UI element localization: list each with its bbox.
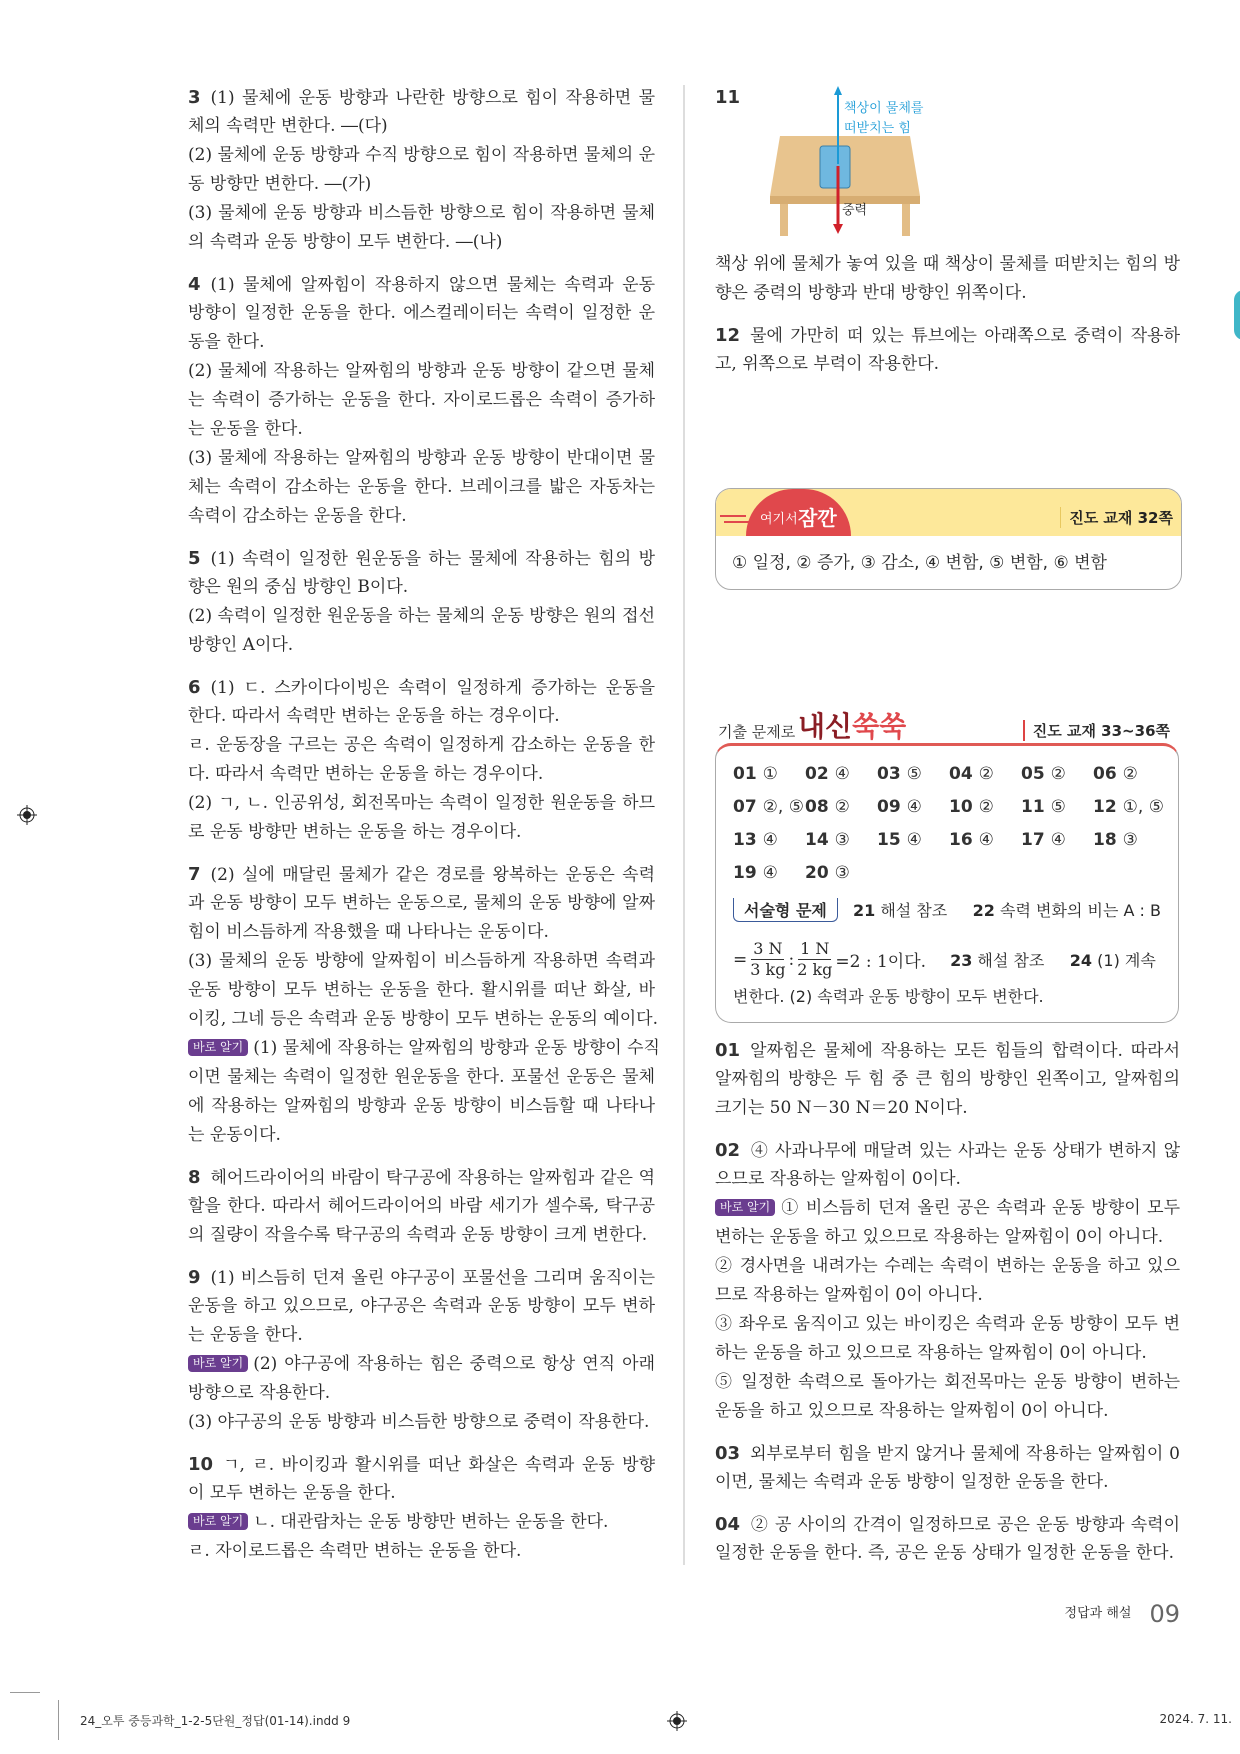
answer-choice: ④ (762, 863, 778, 883)
crop-mark (58, 1700, 59, 1740)
answer-number: 02 (805, 764, 829, 784)
question-number: 04 (715, 1514, 741, 1535)
question-number: 12 (715, 325, 741, 346)
text-line (188, 818, 655, 847)
answer-item (733, 861, 805, 885)
line-text: (3) 물체에 운동 방향과 비스듬한 방향으로 힘이 작용하면 물체 (188, 203, 655, 223)
text-line (188, 1321, 655, 1350)
text-line (715, 1194, 1180, 1223)
question-number: 5 (188, 548, 201, 569)
answer-number: 12 (1093, 797, 1117, 817)
line-text: 향은 원의 중심 방향인 B이다. (188, 577, 409, 597)
answer-block (188, 673, 655, 847)
answer-number: 11 (1021, 797, 1045, 817)
text-line (188, 270, 655, 299)
answer-choice: ④ (906, 797, 922, 817)
question-number: 02 (715, 1140, 741, 1161)
line-text: 는 운동이다. (188, 1125, 281, 1145)
line-text: (3) 물체에 작용하는 알짜힘의 방향과 운동 방향이 반대이면 물 (188, 448, 655, 468)
text-line (188, 631, 655, 660)
tip-box (715, 488, 1182, 590)
f2n: 1 N (800, 939, 830, 958)
answer-choice: ⑤ (906, 764, 922, 784)
text-line (188, 228, 655, 257)
a24-continued: 변한다. (2) 속력과 운동 방향이 모두 변한다. (733, 987, 1044, 1006)
exam-title-small: 기출 문제로 (718, 723, 796, 741)
eq-suffix: =2 : 1이다. (835, 952, 927, 972)
question-number: 10 (188, 1454, 214, 1475)
question-number: 03 (715, 1443, 741, 1464)
answer-grid (733, 762, 1165, 885)
answer-number: 17 (1021, 830, 1045, 850)
answer-number: 08 (805, 797, 829, 817)
answer-item (805, 861, 877, 885)
answer-choice: ① (762, 764, 778, 784)
text-line (188, 544, 655, 573)
answer-choice: ③ (834, 830, 850, 850)
text-line (715, 1339, 1180, 1368)
line-text: 동을 한다. (188, 332, 265, 352)
answer-item (949, 762, 1021, 786)
answer-number: 09 (877, 797, 901, 817)
footer-file: 24_오투 중등과학_1-2-5단원_정답(01-14).indd 9 (80, 1714, 351, 1728)
line-text: (1) 물체에 작용하는 알짜힘의 방향과 운동 방향이 수직 (253, 1038, 660, 1058)
answer-block (715, 321, 1180, 379)
answer-block (715, 250, 1180, 308)
answer-item (733, 828, 805, 852)
line-text: 다. 따라서 속력만 변하는 운동을 하는 경우이다. (188, 764, 544, 784)
answer-item (877, 762, 949, 786)
answer-number: 07 (733, 797, 757, 817)
line-text: 운동을 하고 있으므로, 야구공은 속력과 운동 방향이 모두 변하 (188, 1296, 655, 1316)
answer-item (1093, 762, 1165, 786)
text-line (715, 1223, 1180, 1252)
line-text: 헤어드라이어의 바람이 탁구공에 작용하는 알짜힘과 같은 역 (210, 1168, 655, 1188)
text-line (715, 1065, 1180, 1094)
support-force-label: 책상이 물체를 (844, 101, 924, 116)
answer-choice: ②, ⑤ (762, 797, 804, 817)
tip-badge-small: 여기서 (760, 512, 798, 527)
line-text: 크기는 50 N－30 N＝20 N이다. (715, 1098, 968, 1118)
line-text: 므로 작용하는 알짜힘이 0이 아니다. (715, 1285, 983, 1305)
text-line (715, 1165, 1180, 1194)
line-text: 는 운동을 한다. (188, 419, 303, 439)
text-line (188, 789, 655, 818)
text-line (188, 1163, 655, 1192)
line-text: (2) 물체에 작용하는 알짜힘의 방향과 운동 방향이 같으면 물체 (188, 361, 655, 381)
question-number: 3 (188, 87, 201, 108)
line-text: 외부로부터 힘을 받지 않거나 물체에 작용하는 알짜힘이 0 (750, 1444, 1180, 1464)
answer-choice: ④ (1050, 830, 1066, 850)
a21-num: 21 (852, 901, 876, 920)
text-line (715, 1281, 1180, 1310)
fraction-1 (750, 939, 785, 980)
answer-item (805, 795, 877, 819)
a22-num: 22 (972, 901, 995, 920)
text-line (188, 860, 655, 889)
answer-number: 10 (949, 797, 973, 817)
line-text: 하는 운동을 하고 있으므로 작용하는 알짜힘이 0이 아니다. (715, 1343, 1147, 1363)
text-line (715, 250, 1180, 279)
column-divider (683, 85, 685, 1565)
text-line (188, 1350, 655, 1379)
line-text: (1) 비스듬히 던져 올린 야구공이 포물선을 그리며 움직이는 (210, 1268, 655, 1288)
text-line (188, 673, 655, 702)
fraction-2 (797, 939, 832, 980)
text-line (715, 1539, 1180, 1568)
text-line (188, 947, 655, 976)
text-line (188, 112, 655, 141)
answer-number: 18 (1093, 830, 1117, 850)
text-line (188, 976, 655, 1005)
tip-box-header (716, 489, 1181, 536)
text-line (715, 1310, 1180, 1339)
line-text: 로 운동 방향만 변하는 운동을 하는 경우이다. (188, 822, 522, 842)
text-line (188, 760, 655, 789)
answer-number: 13 (733, 830, 757, 850)
answer-choice: ③ (1122, 830, 1138, 850)
text-line (715, 1510, 1180, 1539)
line-text: 의 속력과 운동 방향이 모두 변한다. ―(나) (188, 232, 503, 252)
line-text: 동 방향만 변한다. ―(가) (188, 174, 372, 194)
line-text: (1) ㄷ. 스카이다이빙은 속력이 일정하게 증가하는 운동을 (210, 678, 655, 698)
text-line (188, 502, 655, 531)
answer-number: 06 (1093, 764, 1117, 784)
answer-choice: ④ (978, 830, 994, 850)
exam-box-title (718, 705, 1180, 741)
a21: 해설 참조 (880, 901, 948, 920)
text-line (188, 1263, 655, 1292)
answer-choice: ④ (906, 830, 922, 850)
registration-mark-icon (17, 805, 37, 825)
line-text: (2) 실에 매달린 물체가 같은 경로를 왕복하는 운동은 속력 (210, 865, 655, 885)
exam-title-big1: 내신 (798, 710, 853, 743)
answer-choice: ② (1122, 764, 1138, 784)
line-text: 변하는 운동을 하고 있으므로 작용하는 알짜힘이 0이 아니다. (715, 1227, 1164, 1247)
answer-number: 15 (877, 830, 901, 850)
text-line (715, 1036, 1180, 1065)
line-text: (2) 속력이 일정한 원운동을 하는 물체의 운동 방향은 원의 접선 (188, 606, 655, 626)
answer-item (805, 762, 877, 786)
line-text: (3) 야구공의 운동 방향과 비스듬한 방향으로 중력이 작용한다. (188, 1412, 650, 1432)
support-force-label-2: 떠받치는 힘 (844, 121, 911, 136)
line-text: ㄴ. 대관람차는 운동 방향만 변하는 운동을 한다. (253, 1512, 609, 1532)
table-book-force-illustration (760, 86, 960, 236)
answer-block (188, 860, 660, 1150)
tip-badge (746, 489, 851, 536)
line-text: 운동 방향이 모두 변하는 운동을 한다. 활시위를 떠난 화살, 바 (188, 980, 655, 1000)
question-number: 8 (188, 1167, 201, 1188)
text-line (188, 731, 655, 760)
text-line (188, 1063, 655, 1092)
text-line (188, 473, 655, 502)
answer-block (188, 83, 655, 257)
gravity-label: 중력 (842, 203, 868, 218)
answer-block (715, 1439, 1180, 1497)
correction-badge: 바로 알기 (188, 1039, 248, 1056)
section-label: 정답과 해설 (1064, 1606, 1132, 1621)
line-text: ① 비스듬히 던져 올린 공은 속력과 운동 방향이 모두 (780, 1198, 1180, 1218)
text-line (188, 1450, 655, 1479)
answer-choice: ④ (762, 830, 778, 850)
answer-block (188, 1450, 655, 1566)
essay-tag: 서술형 문제 (733, 898, 838, 922)
crop-mark (10, 1692, 40, 1693)
text-line (188, 918, 655, 947)
text-line (188, 357, 655, 386)
correction-badge: 바로 알기 (715, 1199, 775, 1216)
tip-badge-big: 잠깐 (798, 506, 837, 530)
answer-number: 16 (949, 830, 973, 850)
exam-title-big2: 쑥쑥 (852, 710, 907, 743)
eq-prefix: = (733, 949, 748, 970)
book-icon (820, 146, 850, 188)
question-number: 01 (715, 1040, 741, 1061)
line-text: 에 작용하는 알짜힘의 방향과 운동 방향이 비스듬할 때 나타나 (188, 1096, 655, 1116)
line-text: 속력이 감소하는 운동을 한다. (188, 506, 407, 526)
line-text: 고, 위쪽으로 부력이 작용한다. (715, 354, 940, 374)
right-bottom-column (715, 1036, 1180, 1581)
answer-item (733, 795, 805, 819)
tip-box-content: ① 일정, ② 증가, ③ 감소, ④ 변함, ⑤ 변함, ⑥ 변함 (732, 553, 1107, 573)
text-line (188, 1537, 655, 1566)
answer-number: 03 (877, 764, 901, 784)
answer-number: 05 (1021, 764, 1045, 784)
question-number: 9 (188, 1267, 201, 1288)
line-text: 알짜힘의 방향은 두 힘 중 큰 힘의 방향인 왼쪽이고, 알짜힘의 (715, 1069, 1180, 1089)
answer-choice: ② (1050, 764, 1066, 784)
essay-answers (733, 898, 1161, 922)
answer-item (733, 762, 805, 786)
answer-number: 19 (733, 863, 757, 883)
line-text: ④ 사과나무에 매달려 있는 사과는 운동 상태가 변하지 않 (750, 1141, 1180, 1161)
answer-number: 01 (733, 764, 757, 784)
line-text: (2) 야구공에 작용하는 힘은 중력으로 항상 연직 아래 (253, 1354, 655, 1374)
line-text: 방향인 A이다. (188, 635, 294, 655)
answer-number: 20 (805, 863, 829, 883)
page-number: 09 (1149, 1600, 1180, 1628)
answer-choice: ⑤ (1050, 797, 1066, 817)
question-number: 7 (188, 864, 201, 885)
line-text: 알짜힘은 물체에 작용하는 모든 힘들의 합력이다. 따라서 (750, 1041, 1180, 1061)
answer-block (715, 1036, 1180, 1123)
answer-item (1021, 795, 1093, 819)
left-column (188, 83, 660, 1579)
line-text: 의 질량이 작을수록 탁구공의 속력과 운동 방향이 크게 변한다. (188, 1225, 648, 1245)
answer-choice: ①, ⑤ (1122, 797, 1164, 817)
text-line (188, 141, 655, 170)
footer-date: 2024. 7. 11. (1159, 1712, 1232, 1726)
line-text: 는 운동을 한다. (188, 1325, 303, 1345)
text-line (188, 386, 655, 415)
text-line (188, 1005, 658, 1034)
line-text: 한다. 따라서 속력만 변하는 운동을 하는 경우이다. (188, 706, 560, 726)
answer-block (188, 1163, 655, 1250)
line-text: (3) 물체의 운동 방향에 알짜힘이 비스듬하게 작용하면 속력과 (188, 951, 655, 971)
line-text: 과 운동 방향이 모두 변하는 운동으로, 물체의 운동 방향에 알짜 (188, 893, 655, 913)
text-line (188, 1121, 655, 1150)
line-text: 체는 속력이 감소하는 운동을 한다. 브레이크를 밟은 자동차는 (188, 477, 655, 497)
question-number: 4 (188, 274, 201, 295)
text-line (715, 1094, 1180, 1123)
line-text: 향은 중력의 방향과 반대 방향인 위쪽이다. (715, 283, 1027, 303)
answer-item (1093, 828, 1165, 852)
speed-lines-icon (720, 515, 746, 517)
line-text: 방향이 일정한 운동을 한다. 에스컬레이터는 속력이 일정한 운 (188, 303, 655, 323)
text-line (715, 1368, 1180, 1397)
line-text: ㄹ. 운동장을 구르는 공은 속력이 일정하게 감소하는 운동을 한 (188, 735, 655, 755)
text-line (188, 299, 655, 328)
line-text: ③ 좌우로 움직이고 있는 바이킹은 속력과 운동 방향이 모두 변 (715, 1314, 1180, 1334)
answer-choice: ③ (834, 863, 850, 883)
answer-block (715, 1510, 1180, 1568)
text-line (188, 1379, 655, 1408)
answer-item (877, 828, 949, 852)
text-line (188, 1292, 655, 1321)
text-line (715, 1136, 1180, 1165)
line-text: (1) 속력이 일정한 원운동을 하는 물체에 작용하는 힘의 방 (210, 549, 655, 569)
a23-num: 23 (950, 951, 973, 970)
exam-answer-box (715, 743, 1179, 1023)
answer-item (1021, 762, 1093, 786)
answer-item (805, 828, 877, 852)
line-text: (2) 물체에 운동 방향과 수직 방향으로 힘이 작용하면 물체의 운 (188, 145, 655, 165)
line-text: ② 경사면을 내려가는 수레는 속력이 변하는 운동을 하고 있으 (715, 1256, 1180, 1276)
line-text: 운동을 하고 있으므로 작용하는 알짜힘이 0이 아니다. (715, 1401, 1109, 1421)
line-text: 체의 속력만 변한다. ―(다) (188, 116, 388, 136)
exam-title-big (798, 705, 906, 745)
eq-colon: : (788, 949, 795, 970)
a24-num: 24 (1069, 951, 1093, 970)
right-top-text (715, 250, 1180, 392)
question-number: 6 (188, 677, 201, 698)
a22: 속력 변화의 비는 A : B (1000, 901, 1161, 920)
text-line (188, 415, 655, 444)
text-line (188, 1092, 655, 1121)
tip-box-ref: 진도 교재 32쪽 (1060, 507, 1173, 528)
correction-badge: 바로 알기 (188, 1513, 248, 1530)
text-line (188, 1508, 655, 1537)
text-line (188, 328, 655, 357)
page-header (1065, 1600, 1180, 1628)
answer-choice: ② (978, 797, 994, 817)
text-line (188, 1479, 655, 1508)
line-text: (2) ㄱ, ㄴ. 인공위성, 회전목마는 속력이 일정한 원운동을 하므 (188, 793, 655, 813)
f2d: 2 kg (797, 960, 833, 979)
text-line (715, 321, 1180, 350)
answer-number: 14 (805, 830, 829, 850)
text-line (715, 350, 1180, 379)
registration-mark-icon (667, 1711, 687, 1731)
answer-block (715, 1136, 1180, 1426)
line-text: 는 속력이 증가하는 운동을 한다. 자이로드롭은 속력이 증가하 (188, 390, 655, 410)
text-line (715, 279, 1180, 308)
a24: (1) 계속 (1097, 951, 1156, 970)
answer-block (188, 1263, 655, 1437)
text-line (188, 702, 655, 731)
answer-item (1021, 828, 1093, 852)
line-text: 이면 물체는 속력이 일정한 원운동을 한다. 포물선 운동은 물체 (188, 1067, 655, 1087)
line-text: 이킹, 그네 등은 속력과 운동 방향이 모두 변하는 운동의 예이다. (188, 1009, 658, 1029)
text-line (715, 1439, 1180, 1468)
answer-item (1093, 795, 1165, 819)
text-line (188, 170, 655, 199)
line-text: ② 공 사이의 간격이 일정하므로 공은 운동 방향과 속력이 (750, 1515, 1180, 1535)
line-text: ㄱ, ㄹ. 바이킹과 활시위를 떠난 화살은 속력과 운동 방향 (223, 1455, 655, 1475)
text-line (188, 889, 655, 918)
line-text: 물에 가만히 떠 있는 튜브에는 아래쪽으로 중력이 작용하 (750, 326, 1180, 346)
answer-item (877, 795, 949, 819)
f1n: 3 N (753, 939, 783, 958)
text-line (188, 573, 655, 602)
a22-equation (733, 939, 1156, 980)
line-text: 할을 한다. 따라서 헤어드라이어의 바람 세기가 셀수록, 탁구공 (188, 1196, 655, 1216)
text-line (715, 1252, 1180, 1281)
line-text: 방향으로 작용한다. (188, 1383, 331, 1403)
line-text: 이 모두 변하는 운동을 한다. (188, 1483, 396, 1503)
answer-choice: ② (834, 797, 850, 817)
a23: 해설 참조 (977, 951, 1045, 970)
text-line (188, 444, 655, 473)
line-text: ⑤ 일정한 속력으로 돌아가는 회전목마는 운동 방향이 변하는 (715, 1372, 1180, 1392)
text-line (188, 602, 655, 631)
line-text: 이면, 물체는 속력과 운동 방향이 일정한 운동을 한다. (715, 1472, 1109, 1492)
correction-badge: 바로 알기 (188, 1355, 248, 1372)
page-edge-tab (1234, 290, 1240, 340)
text-line (188, 199, 655, 228)
line-text: (1) 물체에 운동 방향과 나란한 방향으로 힘이 작용하면 물 (210, 88, 655, 108)
answer-block (188, 544, 655, 660)
text-line (188, 1408, 655, 1437)
text-line (715, 1397, 1180, 1426)
answer-item (949, 795, 1021, 819)
line-text: 책상 위에 물체가 놓여 있을 때 책상이 물체를 떠받치는 힘의 방 (715, 254, 1180, 274)
exam-box-ref: 진도 교재 33~36쪽 (1023, 720, 1170, 741)
f1d: 3 kg (750, 960, 786, 979)
answer-choice: ④ (834, 764, 850, 784)
line-text: 일정한 운동을 한다. 즉, 공은 운동 상태가 일정한 운동을 한다. (715, 1543, 1174, 1563)
answer-choice: ② (978, 764, 994, 784)
line-text: ㄹ. 자이로드롭은 속력만 변하는 운동을 한다. (188, 1541, 522, 1561)
line-text: (1) 물체에 알짜힘이 작용하지 않으면 물체는 속력과 운동 (210, 275, 655, 295)
answer-number: 04 (949, 764, 973, 784)
answer-block (188, 270, 655, 531)
text-line (715, 1468, 1180, 1497)
text-line (188, 1192, 655, 1221)
line-text: 으므로 작용하는 알짜힘이 0이다. (715, 1169, 961, 1189)
line-text: 힘이 비스듬하게 작용했을 때 나타나는 운동이다. (188, 922, 549, 942)
text-line (188, 83, 655, 112)
text-line (188, 1034, 660, 1063)
question-number: 11 (715, 87, 741, 108)
answer-item (949, 828, 1021, 852)
text-line (188, 1221, 655, 1250)
